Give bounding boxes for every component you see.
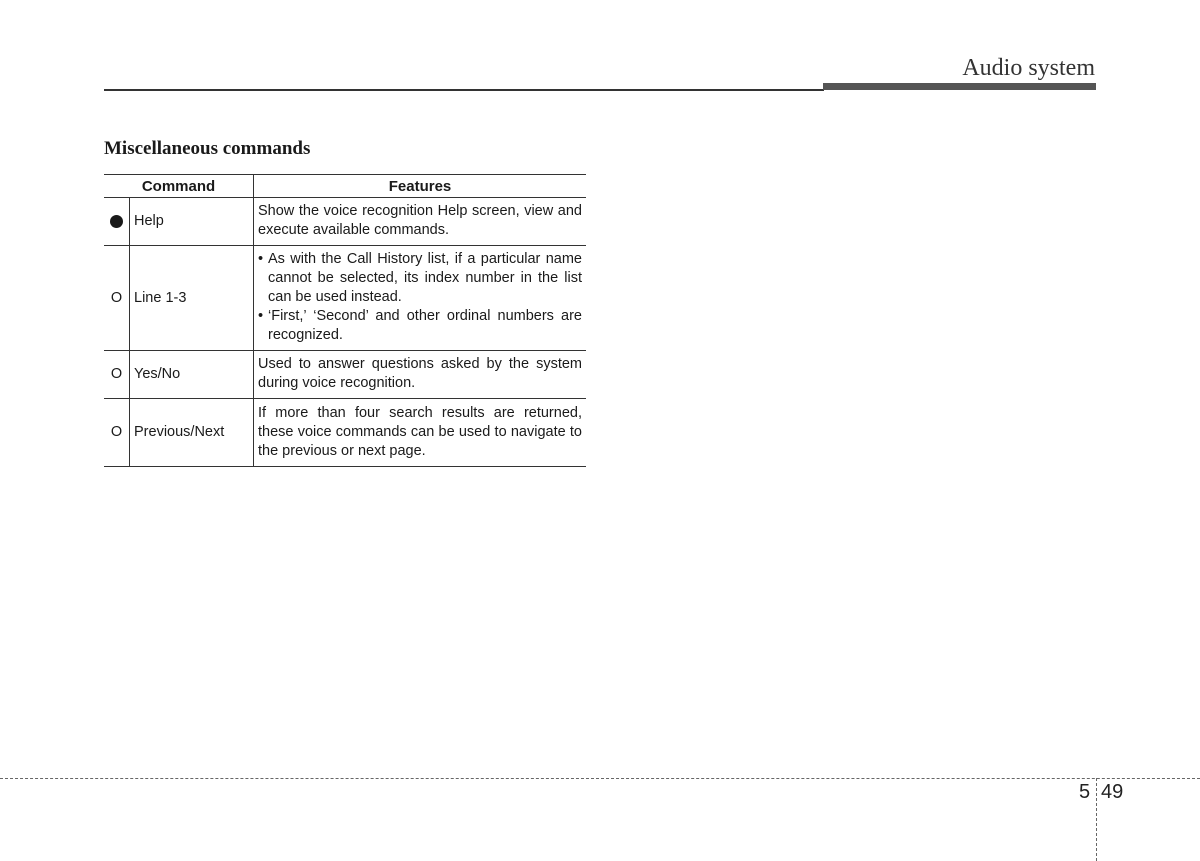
row-command: Help bbox=[130, 198, 254, 246]
commands-table bbox=[104, 174, 586, 467]
bullet-icon: • bbox=[258, 251, 264, 267]
row-features: Used to answer questions asked by the system during voice recognition. bbox=[254, 351, 587, 399]
bullet-icon: • bbox=[258, 308, 264, 324]
table-row bbox=[104, 351, 586, 399]
row-command: Line 1-3 bbox=[130, 246, 254, 351]
footer-vertical-divider bbox=[1096, 778, 1097, 861]
row-mark: O bbox=[104, 246, 130, 351]
dot-icon bbox=[110, 215, 123, 228]
header-rule bbox=[104, 89, 824, 91]
header-title: Audio system bbox=[962, 55, 1095, 81]
table-header-row bbox=[104, 175, 586, 198]
row-features: If more than four search results are returned, these voice commands can be used to navigate to the previous or next page. bbox=[254, 399, 587, 467]
feature-bullet-text: ‘First,’ ‘Second’ and other ordinal numbers are recognized. bbox=[268, 308, 582, 343]
table-row bbox=[104, 198, 586, 246]
row-command: Yes/No bbox=[130, 351, 254, 399]
row-mark: O bbox=[104, 399, 130, 467]
header-accent-bar bbox=[823, 83, 1096, 90]
row-features: Show the voice recognition Help screen, view and execute available commands. bbox=[254, 198, 587, 246]
table-row bbox=[104, 246, 586, 351]
section-title: Miscellaneous commands bbox=[104, 138, 311, 159]
table-row bbox=[104, 399, 586, 467]
footer-divider bbox=[0, 778, 1200, 779]
page-number: 49 bbox=[1101, 781, 1124, 803]
feature-bullet-item bbox=[258, 307, 582, 345]
row-features bbox=[254, 246, 587, 351]
feature-bullet-item bbox=[258, 250, 582, 307]
row-mark: O bbox=[104, 351, 130, 399]
row-mark bbox=[104, 198, 130, 246]
header-features: Features bbox=[254, 175, 587, 198]
feature-bullet-text: As with the Call History list, if a particular name cannot be selected, its index number in the list can be used instead. bbox=[268, 251, 582, 305]
header-command: Command bbox=[104, 175, 254, 198]
row-command: Previous/Next bbox=[130, 399, 254, 467]
chapter-number: 5 bbox=[1079, 781, 1091, 803]
